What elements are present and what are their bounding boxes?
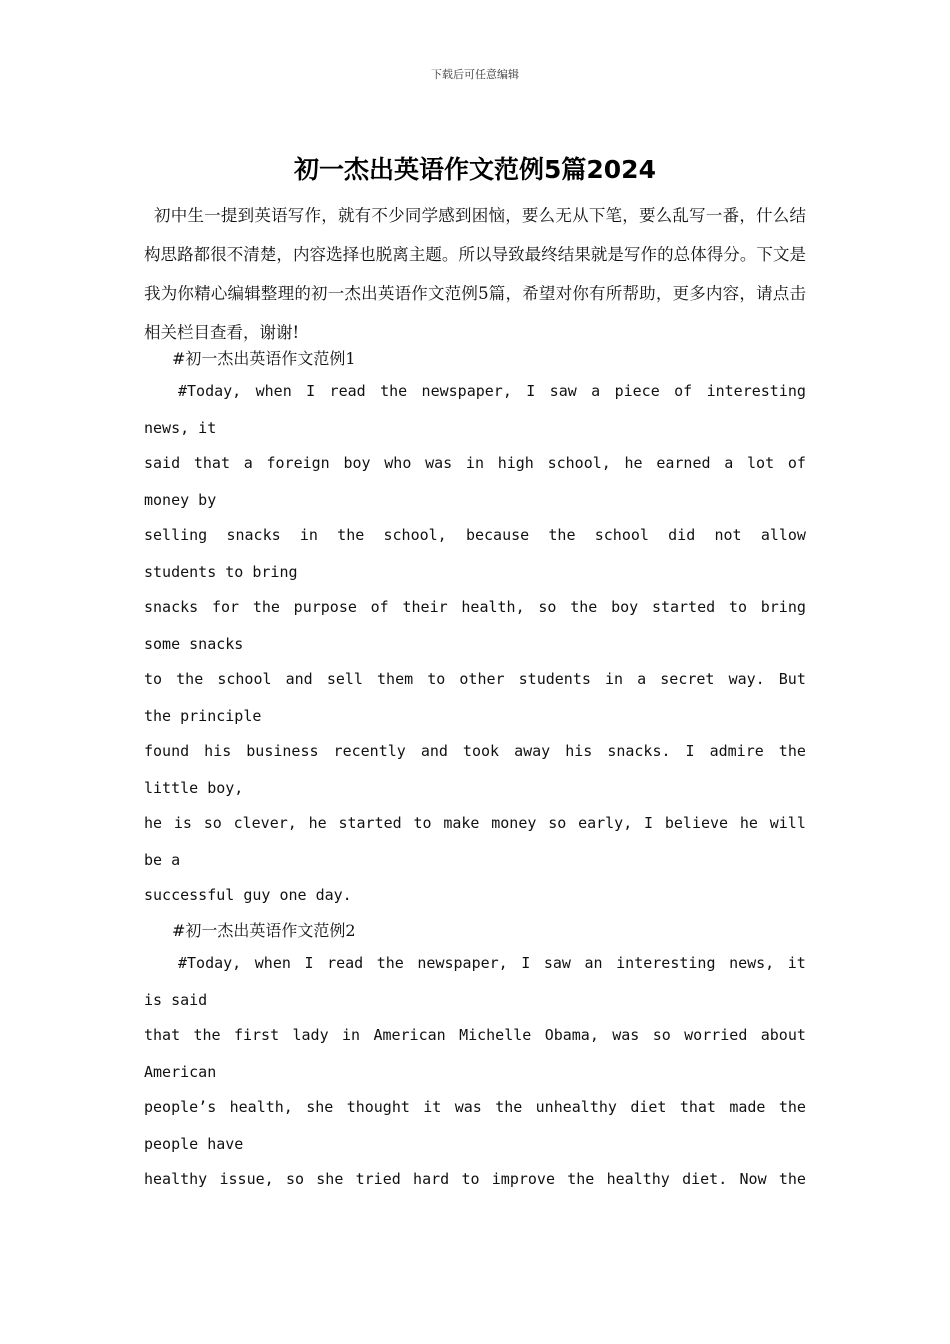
word: who [384, 454, 412, 472]
word: newspaper, [421, 382, 512, 400]
word: snacks. [607, 742, 671, 760]
word: in [465, 454, 484, 472]
document-title: 初一杰出英语作文范例5篇2024 [294, 155, 656, 184]
word: a [724, 454, 734, 472]
word: when [254, 954, 291, 972]
section1-wrap-3: students to bring [144, 563, 298, 581]
word: the [778, 1098, 806, 1116]
word: lady [292, 1026, 329, 1044]
word: the [380, 382, 408, 400]
word: said [144, 454, 181, 472]
word: snacks [144, 598, 199, 616]
word: that [679, 1098, 716, 1116]
section1-wrap-6: little boy, [144, 779, 244, 797]
word: the [252, 598, 280, 616]
word: his [204, 742, 232, 760]
section1-wrap-2: money by [144, 491, 217, 509]
word: so [548, 814, 567, 832]
word: was [454, 1098, 482, 1116]
word: it [787, 954, 806, 972]
word: thought [346, 1098, 410, 1116]
word: to [144, 670, 163, 688]
word: when [255, 382, 292, 400]
word: to [427, 670, 446, 688]
word: in [342, 1026, 361, 1044]
word: them [377, 670, 414, 688]
word: foreign [266, 454, 330, 472]
word: school, [547, 454, 611, 472]
word: sell [326, 670, 363, 688]
word: other [459, 670, 505, 688]
word: improve [491, 1170, 555, 1188]
word: the [495, 1098, 523, 1116]
word: that [144, 1026, 181, 1044]
word: But [778, 670, 806, 688]
word: she [316, 1170, 344, 1188]
section2-wrap-3: people have [144, 1135, 244, 1153]
word: took [462, 742, 500, 760]
word: a [591, 382, 601, 400]
word: diet [630, 1098, 667, 1116]
word: school, [383, 526, 447, 544]
word: was [425, 454, 453, 472]
word: away [514, 742, 551, 760]
word: healthy [144, 1170, 208, 1188]
word: started [651, 598, 716, 616]
word: bring [760, 598, 806, 616]
section1-line-7 [144, 814, 806, 832]
word: allow [760, 526, 806, 544]
word: piece [614, 382, 660, 400]
word: read [327, 954, 364, 972]
word: started [338, 814, 402, 832]
word: interesting [616, 954, 716, 972]
word: newspaper, [417, 954, 508, 972]
word: health, [229, 1098, 293, 1116]
section2-line-2 [144, 1026, 806, 1044]
word: not [714, 526, 742, 544]
word: believe [664, 814, 729, 832]
section1-wrap-1: news, it [144, 419, 217, 437]
word: the [567, 1170, 595, 1188]
word: health, [461, 598, 525, 616]
word: because [465, 526, 530, 544]
word: the [778, 1170, 806, 1188]
word: way. [728, 670, 765, 688]
word: was [612, 1026, 640, 1044]
word: Michelle [459, 1026, 532, 1044]
section1-line-6 [144, 742, 806, 760]
word: admire [709, 742, 764, 760]
word: lot [747, 454, 775, 472]
word: a [637, 670, 647, 688]
word: American [373, 1026, 446, 1044]
word: to [728, 598, 747, 616]
word: I [685, 742, 695, 760]
section1-wrap-7: be a [144, 851, 181, 869]
section1-line-3 [144, 526, 806, 544]
intro-paragraph: 初中生一提到英语写作，就有不少同学感到困恼，要么无从下笔，要么乱写一番，什么结构思路都很不清楚，内容选择也脱离主题。所以导致最终结果就是写作的总体得分。下文是我为你精心编辑整理的初一杰出英语作文范例5篇，希望对你有所帮助，更多内容，请点击相关栏目查看，谢谢! [144, 206, 806, 342]
word: to [413, 814, 432, 832]
word: first [233, 1026, 280, 1044]
word: the [176, 670, 204, 688]
word: made [729, 1098, 766, 1116]
word: issue, [219, 1170, 274, 1188]
word: snacks [226, 526, 281, 544]
word: will [769, 814, 806, 832]
section2-wrap-2: American [144, 1063, 217, 1081]
word: he [739, 814, 758, 832]
word: purpose [293, 598, 357, 616]
section2-line-4 [144, 1170, 806, 1188]
word: a [243, 454, 253, 472]
word: selling [144, 526, 208, 544]
word: school [594, 526, 649, 544]
word: is [173, 814, 192, 832]
word: the [337, 526, 365, 544]
word: #Today, [178, 382, 242, 400]
word: the [548, 526, 576, 544]
section1-wrap-4: some snacks [144, 635, 244, 653]
word: so [538, 598, 557, 616]
word: tried [355, 1170, 401, 1188]
word: boy [343, 454, 371, 472]
section1-line-1 [178, 382, 806, 400]
word: earned [656, 454, 711, 472]
word: he [144, 814, 163, 832]
word: diet. [682, 1170, 728, 1188]
word: it [423, 1098, 442, 1116]
word: school [217, 670, 272, 688]
word: make [443, 814, 480, 832]
word: Now [739, 1170, 767, 1188]
word: secret [660, 670, 715, 688]
word: clever, [233, 814, 297, 832]
word: their [402, 598, 448, 616]
word: people’s [144, 1098, 217, 1116]
word: saw [543, 954, 571, 972]
word: did [668, 526, 696, 544]
word: I [526, 382, 536, 400]
word: an [584, 954, 603, 972]
word: the [778, 742, 806, 760]
section2-line-1 [178, 954, 806, 972]
word: she [306, 1098, 334, 1116]
word: worried [684, 1026, 748, 1044]
section1-last-line: successful guy one day. [144, 886, 352, 904]
word: read [329, 382, 366, 400]
word: about [760, 1026, 806, 1044]
section1-line-5 [144, 670, 806, 688]
word: the [193, 1026, 221, 1044]
page-header: 下载后可任意编辑 [431, 68, 519, 81]
word: interesting [706, 382, 806, 400]
section1-line-4 [144, 598, 806, 616]
word: found [144, 742, 190, 760]
word: and [420, 742, 448, 760]
word: I [521, 954, 531, 972]
word: to [461, 1170, 480, 1188]
word: the [570, 598, 598, 616]
word: high [497, 454, 534, 472]
word: for [211, 598, 240, 616]
word: boy [611, 598, 639, 616]
word: saw [549, 382, 577, 400]
word: his [565, 742, 593, 760]
section1-line-2 [144, 454, 806, 472]
word: business [246, 742, 319, 760]
section-heading-1: #初一杰出英语作文范例1 [172, 349, 356, 368]
word: so [652, 1026, 671, 1044]
word: Obama, [544, 1026, 599, 1044]
word: early, [578, 814, 633, 832]
word: that [193, 454, 230, 472]
section1-wrap-5: the principle [144, 707, 262, 725]
section2-wrap-1: is said [144, 991, 208, 1009]
word: of [787, 454, 806, 472]
word: of [674, 382, 693, 400]
word: he [624, 454, 643, 472]
word: I [306, 382, 316, 400]
word: I [304, 954, 314, 972]
word: so [285, 1170, 304, 1188]
word: #Today, [178, 954, 242, 972]
word: money [491, 814, 537, 832]
section-heading-2: #初一杰出英语作文范例2 [172, 921, 356, 940]
word: the [376, 954, 404, 972]
word: in [299, 526, 318, 544]
word: he [308, 814, 327, 832]
word: in [605, 670, 624, 688]
word: students [518, 670, 591, 688]
word: hard [413, 1170, 450, 1188]
word: healthy [606, 1170, 670, 1188]
word: news, [729, 954, 775, 972]
word: of [370, 598, 389, 616]
word: so [203, 814, 222, 832]
word: unhealthy [535, 1098, 617, 1116]
word: and [285, 670, 313, 688]
section2-line-3 [144, 1098, 806, 1116]
word: recently [333, 742, 406, 760]
word: I [644, 814, 654, 832]
